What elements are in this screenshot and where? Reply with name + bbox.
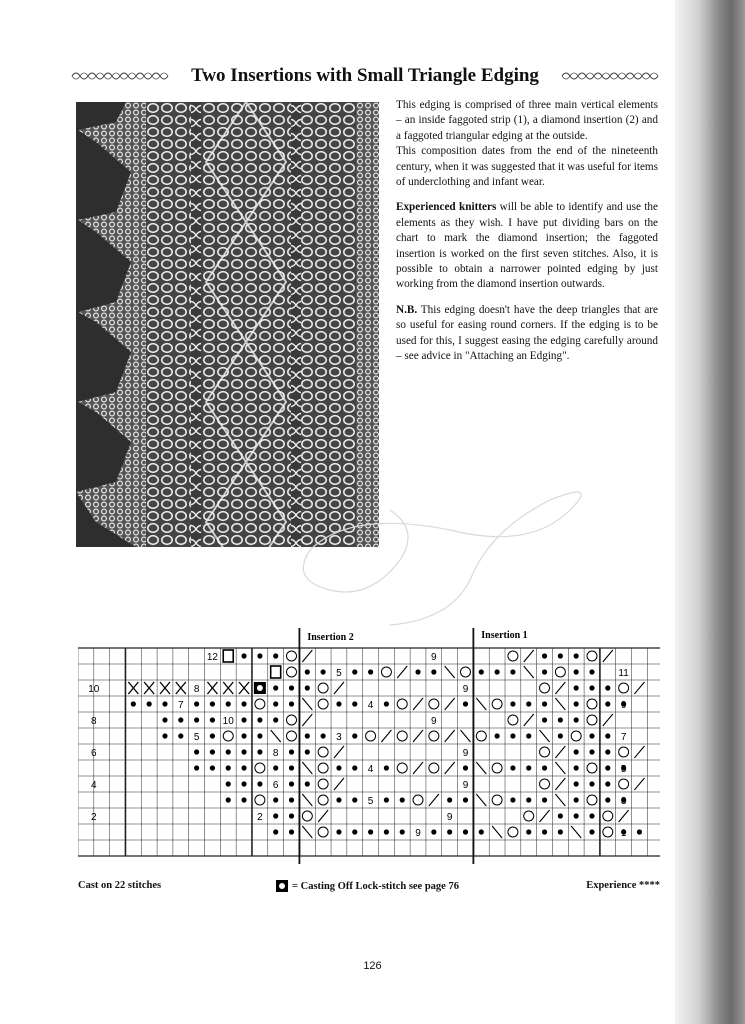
knit-stitch-dot xyxy=(542,829,547,834)
knit-stitch-dot xyxy=(194,749,199,754)
knit-stitch-dot xyxy=(226,749,231,754)
knit-stitch-dot xyxy=(162,701,167,706)
yarn-over-circle xyxy=(287,731,297,741)
right-row-number: 3 xyxy=(620,796,627,807)
knit-stitch-dot xyxy=(574,813,579,818)
yarn-over-circle xyxy=(429,731,439,741)
k2tog-slash xyxy=(413,698,423,710)
knit-stitch-dot xyxy=(241,653,246,658)
chart-count-label: 3 xyxy=(336,732,342,743)
paragraph-intro: This edging is comprised of three main vertical elements – an inside faggoted strip (1), a diamond insertion (2) and a faggoted triangular edging at the outside. xyxy=(396,99,658,142)
yarn-over-circle xyxy=(587,699,597,709)
k2tog-slash xyxy=(413,730,423,742)
yarn-over-circle xyxy=(287,715,297,725)
knit-stitch-dot xyxy=(336,701,341,706)
yarn-over-circle xyxy=(255,699,265,709)
insertion-2-header: Insertion 2 xyxy=(307,632,354,643)
knit-stitch-dot xyxy=(305,749,310,754)
knit-stitch-dot xyxy=(336,765,341,770)
knit-stitch-dot xyxy=(400,797,405,802)
nb-label: N.B. xyxy=(396,303,418,316)
knit-stitch-dot xyxy=(542,669,547,674)
ssk-backslash xyxy=(302,698,312,710)
knit-stitch-dot xyxy=(463,829,468,834)
knit-stitch-dot xyxy=(574,669,579,674)
yarn-over-circle xyxy=(318,747,328,757)
lock-stitch-cell xyxy=(257,685,263,691)
k2tog-slash xyxy=(524,714,534,726)
knit-stitch-dot xyxy=(289,765,294,770)
row-end-box xyxy=(271,666,281,678)
yarn-over-circle xyxy=(397,763,407,773)
yarn-over-circle xyxy=(318,763,328,773)
k2tog-slash xyxy=(619,810,629,822)
knit-stitch-dot xyxy=(605,781,610,786)
cast-on-note: Cast on 22 stitches xyxy=(78,880,162,891)
yarn-over-circle xyxy=(587,763,597,773)
yarn-over-circle xyxy=(555,667,565,677)
yarn-over-circle xyxy=(318,683,328,693)
k2tog-slash xyxy=(381,730,391,742)
knit-stitch-dot xyxy=(589,685,594,690)
knit-stitch-dot xyxy=(510,797,515,802)
right-row-number: 1 xyxy=(620,828,627,839)
knit-stitch-dot xyxy=(510,733,515,738)
yarn-over-circle xyxy=(460,667,470,677)
knit-stitch-dot xyxy=(226,765,231,770)
knit-stitch-dot xyxy=(589,733,594,738)
yarn-over-circle xyxy=(287,651,297,661)
knit-stitch-dot xyxy=(463,797,468,802)
yarn-over-circle xyxy=(318,779,328,789)
knit-stitch-dot xyxy=(305,669,310,674)
knit-stitch-dot xyxy=(637,829,642,834)
knit-stitch-dot xyxy=(542,717,547,722)
knit-stitch-dot xyxy=(574,797,579,802)
knit-stitch-dot xyxy=(447,829,452,834)
knit-stitch-dot xyxy=(210,733,215,738)
ssk-backslash xyxy=(302,794,312,806)
k2tog-slash xyxy=(603,650,613,662)
knit-stitch-dot xyxy=(289,781,294,786)
knit-stitch-dot xyxy=(574,685,579,690)
lace-edging-photo xyxy=(76,102,379,547)
ssk-backslash xyxy=(476,794,486,806)
yarn-over-circle xyxy=(429,763,439,773)
knit-stitch-dot xyxy=(241,781,246,786)
knit-stitch-dot xyxy=(526,765,531,770)
knit-stitch-dot xyxy=(273,717,278,722)
knit-stitch-dot xyxy=(289,685,294,690)
knit-stitch-dot xyxy=(321,669,326,674)
knit-stitch-dot xyxy=(210,749,215,754)
knit-stitch-dot xyxy=(273,813,278,818)
yarn-over-circle xyxy=(619,683,629,693)
k2tog-slash xyxy=(318,810,328,822)
knit-stitch-dot xyxy=(241,749,246,754)
knit-stitch-dot xyxy=(384,829,389,834)
chart-count-label: 4 xyxy=(367,700,374,711)
knit-stitch-dot xyxy=(178,733,183,738)
knit-stitch-dot xyxy=(589,829,594,834)
knit-stitch-dot xyxy=(241,701,246,706)
chart-count-label: 9 xyxy=(431,652,437,663)
yarn-over-circle xyxy=(223,731,233,741)
knit-stitch-dot xyxy=(605,749,610,754)
ssk-backslash xyxy=(571,826,581,838)
stray-thread-shadow xyxy=(270,490,590,630)
knit-stitch-dot xyxy=(589,781,594,786)
insertion-1-header: Insertion 1 xyxy=(481,630,528,641)
knit-stitch-dot xyxy=(305,685,310,690)
yarn-over-circle xyxy=(287,667,297,677)
k2tog-slash xyxy=(555,746,565,758)
k2tog-slash xyxy=(334,778,344,790)
knit-stitch-dot xyxy=(194,717,199,722)
knit-stitch-dot xyxy=(542,797,547,802)
knit-stitch-dot xyxy=(352,829,357,834)
knit-stitch-dot xyxy=(257,733,262,738)
yarn-over-circle xyxy=(571,731,581,741)
knit-stitch-dot xyxy=(526,701,531,706)
yarn-over-circle xyxy=(492,763,502,773)
paragraph-nb xyxy=(396,303,658,365)
yarn-over-circle xyxy=(429,699,439,709)
yarn-over-circle xyxy=(397,731,407,741)
knit-stitch-dot xyxy=(384,797,389,802)
knit-stitch-dot xyxy=(352,733,357,738)
knit-stitch-dot xyxy=(447,797,452,802)
knit-stitch-dot xyxy=(558,813,563,818)
knit-stitch-dot xyxy=(558,653,563,658)
yarn-over-circle xyxy=(508,827,518,837)
knit-stitch-dot xyxy=(510,701,515,706)
yarn-over-circle xyxy=(603,811,613,821)
chart-count-label: 10 xyxy=(222,716,234,727)
yarn-over-circle xyxy=(397,699,407,709)
ssk-backslash xyxy=(555,794,565,806)
knit-stitch-dot xyxy=(589,813,594,818)
experienced-knitters-label: Experienced knitters xyxy=(396,201,497,214)
knit-stitch-dot xyxy=(605,765,610,770)
lock-stitch-legend xyxy=(276,880,459,892)
left-row-number: 10 xyxy=(88,684,100,695)
ssk-backslash xyxy=(555,762,565,774)
knit-stitch-dot xyxy=(368,669,373,674)
knit-stitch-dot xyxy=(431,829,436,834)
yarn-over-circle xyxy=(603,827,613,837)
k2tog-slash xyxy=(540,810,550,822)
yarn-over-circle xyxy=(540,747,550,757)
knit-stitch-dot xyxy=(257,781,262,786)
page-title: Two Insertions with Small Triangle Edging xyxy=(191,65,539,86)
knit-stitch-dot xyxy=(131,701,136,706)
yarn-over-circle xyxy=(476,731,486,741)
knit-stitch-dot xyxy=(605,733,610,738)
k2tog-slash xyxy=(634,778,644,790)
knit-stitch-dot xyxy=(147,701,152,706)
k2tog-slash xyxy=(634,682,644,694)
knit-stitch-dot xyxy=(257,653,262,658)
knit-stitch-dot xyxy=(273,765,278,770)
chart-count-label: 2 xyxy=(257,812,263,823)
knit-stitch-dot xyxy=(510,765,515,770)
knit-stitch-dot xyxy=(273,829,278,834)
yarn-over-circle xyxy=(492,699,502,709)
knit-stitch-dot xyxy=(289,813,294,818)
knit-stitch-dot xyxy=(257,717,262,722)
knit-stitch-dot xyxy=(210,717,215,722)
knit-stitch-dot xyxy=(605,701,610,706)
description-text xyxy=(396,98,658,375)
chart-count-label: 9 xyxy=(446,812,453,823)
knit-stitch-dot xyxy=(273,685,278,690)
chart-count-label: 4 xyxy=(367,764,374,775)
chart-count-label: 7 xyxy=(178,700,184,711)
yarn-over-circle xyxy=(587,651,597,661)
knit-stitch-dot xyxy=(352,797,357,802)
knit-stitch-dot xyxy=(368,829,373,834)
knit-stitch-dot xyxy=(226,701,231,706)
knit-stitch-dot xyxy=(289,797,294,802)
paragraph-history: This composition dates from the end of the nineteenth century, when it was suggested that it was useful for items of underclothing and infant wear. xyxy=(396,145,658,189)
chart-count-label: 5 xyxy=(367,796,374,807)
knit-stitch-dot xyxy=(305,733,310,738)
yarn-over-circle xyxy=(381,667,391,677)
knit-stitch-dot xyxy=(558,717,563,722)
knit-stitch-dot xyxy=(605,685,610,690)
knit-stitch-dot xyxy=(605,797,610,802)
knit-stitch-dot xyxy=(574,717,579,722)
knitting-chart xyxy=(78,628,660,868)
row-end-box xyxy=(223,650,233,662)
yarn-over-circle xyxy=(318,795,328,805)
yarn-over-circle xyxy=(366,731,376,741)
knit-stitch-dot xyxy=(352,701,357,706)
yarn-over-circle xyxy=(619,779,629,789)
knit-stitch-dot xyxy=(558,829,563,834)
yarn-over-circle xyxy=(524,811,534,821)
knit-stitch-dot xyxy=(241,765,246,770)
chart-count-label: 9 xyxy=(431,716,437,727)
knit-stitch-dot xyxy=(226,781,231,786)
knit-stitch-dot xyxy=(463,701,468,706)
right-row-number: 11 xyxy=(618,668,629,679)
knit-stitch-dot xyxy=(558,733,563,738)
knit-stitch-dot xyxy=(574,781,579,786)
knit-stitch-dot xyxy=(574,749,579,754)
knit-stitch-dot xyxy=(415,669,420,674)
chart-count-label: 9 xyxy=(462,684,469,695)
chart-count-label: 8 xyxy=(272,748,279,759)
knit-stitch-dot xyxy=(210,701,215,706)
knit-stitch-dot xyxy=(241,717,246,722)
yarn-over-circle xyxy=(255,763,265,773)
ssk-backslash xyxy=(445,666,455,678)
yarn-over-circle xyxy=(302,811,312,821)
paragraph-experienced xyxy=(396,200,658,292)
k2tog-slash xyxy=(413,762,423,774)
knit-stitch-dot xyxy=(336,797,341,802)
knit-stitch-dot xyxy=(589,749,594,754)
knit-stitch-dot xyxy=(241,733,246,738)
ssk-backslash xyxy=(524,666,534,678)
experienced-text: will be able to identify and use the elements as they wish. I have put dividing bars on the chart to mark the diamond insertion; the faggoted insertion is worked on the first seven stitches. Also, it is possible to obtain a narrower pointed edging by just working from the diamond insertion outwards. xyxy=(396,201,658,291)
yarn-over-circle xyxy=(413,795,423,805)
knit-stitch-dot xyxy=(273,797,278,802)
knit-stitch-dot xyxy=(463,765,468,770)
chart-count-label: 6 xyxy=(272,780,279,791)
left-row-number: 6 xyxy=(91,748,97,759)
chart-legend xyxy=(78,880,660,896)
k2tog-slash xyxy=(334,746,344,758)
k2tog-slash xyxy=(445,762,455,774)
k2tog-slash xyxy=(445,730,455,742)
knit-stitch-dot xyxy=(479,829,484,834)
knit-stitch-dot xyxy=(194,765,199,770)
yarn-over-circle xyxy=(619,747,629,757)
knit-stitch-dot xyxy=(162,717,167,722)
k2tog-slash xyxy=(524,650,534,662)
chart-count-label: 9 xyxy=(462,780,469,791)
knit-stitch-dot xyxy=(336,829,341,834)
knit-stitch-dot xyxy=(273,701,278,706)
ssk-backslash xyxy=(302,762,312,774)
lock-stitch-icon xyxy=(276,880,288,892)
left-row-number: 4 xyxy=(91,780,97,791)
yarn-over-circle xyxy=(587,715,597,725)
ssk-backslash xyxy=(476,762,486,774)
knit-stitch-dot xyxy=(289,701,294,706)
knit-stitch-dot xyxy=(510,669,515,674)
knit-stitch-dot xyxy=(210,765,215,770)
yarn-over-circle xyxy=(540,683,550,693)
ssk-backslash xyxy=(302,826,312,838)
ssk-backslash xyxy=(476,698,486,710)
knit-stitch-dot xyxy=(162,733,167,738)
title-row xyxy=(70,62,660,90)
k2tog-slash xyxy=(445,698,455,710)
knit-stitch-dot xyxy=(589,669,594,674)
knit-stitch-dot xyxy=(400,829,405,834)
knit-stitch-dot xyxy=(574,765,579,770)
k2tog-slash xyxy=(334,682,344,694)
k2tog-slash xyxy=(555,778,565,790)
right-row-number: 5 xyxy=(620,764,627,775)
yarn-over-circle xyxy=(318,827,328,837)
knit-stitch-dot xyxy=(526,733,531,738)
nb-text: This edging doesn't have the deep triangles that are so useful for easing round corners. If the edging is to be used for this, I suggest easing the edging carefully around – see advice in "Attaching an Edging". xyxy=(396,303,658,363)
chart-count-label: 9 xyxy=(462,748,469,759)
knit-stitch-dot xyxy=(241,797,246,802)
knit-stitch-dot xyxy=(495,669,500,674)
knit-stitch-dot xyxy=(352,765,357,770)
knit-stitch-dot xyxy=(384,701,389,706)
k2tog-slash xyxy=(302,650,312,662)
knit-stitch-dot xyxy=(352,669,357,674)
knit-stitch-dot xyxy=(542,765,547,770)
right-row-number: 9 xyxy=(620,700,627,711)
yarn-over-circle xyxy=(318,699,328,709)
k2tog-slash xyxy=(429,794,439,806)
knit-stitch-dot xyxy=(289,829,294,834)
lock-stitch-text: = Casting Off Lock-stitch see page 76 xyxy=(292,880,459,892)
knit-stitch-dot xyxy=(384,765,389,770)
chart-count-label: 8 xyxy=(193,684,200,695)
k2tog-slash xyxy=(603,714,613,726)
yarn-over-circle xyxy=(587,795,597,805)
knit-stitch-dot xyxy=(479,669,484,674)
knit-stitch-dot xyxy=(526,797,531,802)
page-number: 126 xyxy=(363,960,382,972)
knit-stitch-dot xyxy=(289,749,294,754)
knit-stitch-dot xyxy=(574,701,579,706)
k2tog-slash xyxy=(397,666,407,678)
chart-count-label: 9 xyxy=(415,828,421,839)
chart-count-label: 5 xyxy=(336,668,342,679)
knit-stitch-dot xyxy=(542,653,547,658)
ssk-backslash xyxy=(460,730,470,742)
experience-rating: Experience **** xyxy=(586,880,660,891)
ssk-backslash xyxy=(540,730,550,742)
knit-stitch-dot xyxy=(178,717,183,722)
ssk-backslash xyxy=(555,698,565,710)
chart-grid xyxy=(78,628,660,868)
knit-stitch-dot xyxy=(305,781,310,786)
yarn-over-circle xyxy=(255,795,265,805)
yarn-over-circle xyxy=(540,779,550,789)
knit-stitch-dot xyxy=(194,701,199,706)
yarn-over-circle xyxy=(492,795,502,805)
left-flourish-ornament xyxy=(70,69,170,83)
ssk-backslash xyxy=(492,826,502,838)
right-row-number: 7 xyxy=(620,732,627,743)
ssk-backslash xyxy=(271,730,281,742)
yarn-over-circle xyxy=(508,715,518,725)
right-flourish-ornament xyxy=(560,69,660,83)
left-row-number: 2 xyxy=(91,812,97,823)
chart-count-label: 12 xyxy=(206,652,218,663)
k2tog-slash xyxy=(302,714,312,726)
knit-stitch-dot xyxy=(273,653,278,658)
k2tog-slash xyxy=(634,746,644,758)
chart-count-label: 5 xyxy=(193,732,200,743)
yarn-over-circle xyxy=(508,651,518,661)
left-row-number: 8 xyxy=(91,716,97,727)
knit-stitch-dot xyxy=(574,653,579,658)
knit-stitch-dot xyxy=(526,829,531,834)
knit-stitch-dot xyxy=(495,733,500,738)
knit-stitch-dot xyxy=(431,669,436,674)
k2tog-slash xyxy=(555,682,565,694)
page-gutter-shadow xyxy=(675,0,745,1024)
knit-stitch-dot xyxy=(542,701,547,706)
knit-stitch-dot xyxy=(321,733,326,738)
knit-stitch-dot xyxy=(226,797,231,802)
knit-stitch-dot xyxy=(257,749,262,754)
